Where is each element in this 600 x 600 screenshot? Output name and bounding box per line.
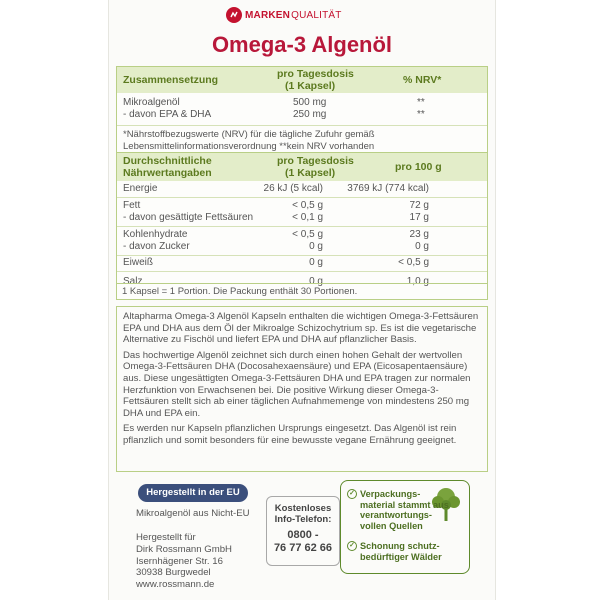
nutrition-header-dose: pro Tagesdosis (277, 155, 354, 167)
nutrition-header-label-1: Durchschnittliche (123, 155, 212, 167)
address-line: Dirk Rossmann GmbH (136, 543, 232, 555)
nutrition-header-100g: pro 100 g (395, 161, 442, 173)
nutrition-header-label-2: Nährwertangaben (123, 167, 212, 179)
description-paragraph: Es werden nur Kapseln pflanzlichen Ursprungs eingesetzt. Das Algenöl ist rein pflanzlich und somit besonders für eine bewusste vegane Ernährung geeignet. (123, 423, 457, 446)
nutrition-row-100g: 3769 kJ (774 kcal) (347, 183, 429, 194)
nutrition-row-sugar (117, 241, 487, 253)
manufacturer-address (136, 532, 232, 591)
product-title: Omega-3 Algenöl (211, 32, 393, 57)
nutrition-row-100g: 23 g (409, 229, 429, 240)
nutrition-row-dose: 26 kJ (5 kcal) (263, 183, 323, 194)
eco-text: vollen Quellen (360, 520, 423, 531)
nutrition-row-carbs (117, 229, 487, 241)
nrv-note-1: *Nährstoffbezugswerte (NRV) für die tägliche Zufuhr gemäß (123, 129, 375, 140)
nutrition-row-100g: 1,0 g (406, 276, 429, 287)
composition-row (117, 97, 487, 109)
website-text: www.rossmann.de (136, 579, 215, 591)
nutrition-row-100g: 17 g (409, 212, 429, 223)
nutrition-row-100g: 72 g (409, 200, 429, 211)
brand-bold: MARKEN (245, 9, 291, 21)
composition-header (117, 67, 487, 93)
composition-row-dose: 250 mg (293, 109, 327, 120)
nutrition-divider (116, 283, 488, 284)
nutrition-row-fat (117, 200, 487, 212)
description-paragraph: Altapharma Omega-3 Algenöl Kapseln enthalten die wichtigen Omega-3-Fettsäuren EPA und DHA aus dem Öl der Mikroalge Schizochytrium sp. Es ist die vegetarische Alternative zu Fischöl und liefert EPA und DHA auf pflanzlicher Basis. (123, 311, 479, 346)
eco-item-forests (347, 541, 442, 562)
nutrition-row-saturated (117, 212, 487, 224)
composition-row-nrv: ** (417, 109, 425, 120)
nutrition-row-name: Energie (123, 183, 158, 194)
eco-item-packaging (347, 489, 449, 531)
address-line: Hergestellt für (136, 532, 196, 543)
eu-badge: Hergestellt in der EU (138, 484, 248, 502)
composition-header-dose: pro Tagesdosis (277, 68, 354, 80)
hotline-label: Kostenloses (274, 503, 332, 514)
nutrition-row-dose: 0 g (309, 241, 323, 252)
eco-text: Verpackungs- (360, 489, 421, 499)
product-description (116, 306, 488, 472)
nutrition-row-name: Kohlenhydrate (123, 229, 188, 240)
check-icon: ✓ (347, 489, 357, 499)
nutrition-row-100g: < 0,5 g (398, 257, 429, 268)
address-line: 30938 Burgwedel (136, 567, 211, 579)
eco-seal (340, 480, 470, 574)
check-icon: ✓ (347, 541, 357, 551)
nutrition-row-energy (117, 183, 487, 195)
nutrition-row-dose: < 0,5 g (292, 200, 323, 211)
composition-row-nrv: ** (417, 97, 425, 108)
hotline-label: Info-Telefon: (274, 514, 332, 525)
composition-header-label: Zusammensetzung (123, 74, 219, 86)
nutrition-row-protein (117, 257, 487, 269)
eco-text: bedürftiger Wälder (360, 551, 442, 562)
eco-text: Schonung schutz- (360, 541, 440, 551)
nutrition-row-name: - davon Zucker (123, 241, 190, 252)
brand-light: QUALITÄT (291, 9, 342, 21)
nutrition-row-dose: < 0,5 g (292, 229, 323, 240)
nutrition-row-name: Salz (123, 276, 143, 287)
hotline-number: 0800 - (287, 529, 319, 541)
nutrition-row-name: Fett (123, 200, 141, 211)
composition-row-dose: 500 mg (293, 97, 327, 108)
hotline-box (266, 496, 340, 566)
brand-seal (226, 6, 376, 24)
nutrition-table (116, 152, 488, 300)
eco-text: material stammt aus (360, 499, 449, 510)
nutrition-row-name: Eiweiß (123, 257, 154, 268)
origin-note: Mikroalgenöl aus Nicht-EU (136, 508, 250, 519)
nrv-note-2: Lebensmittelinformationsverordnung **kein NRV vorhanden (123, 141, 375, 152)
nutrition-header (117, 153, 487, 181)
nutrition-header-dose-sub: (1 Kapsel) (285, 167, 336, 179)
nutrition-row-dose: 0 g (309, 257, 323, 268)
address-line: Isernhägener Str. 16 (136, 555, 223, 567)
composition-row-name: - davon EPA & DHA (123, 109, 212, 120)
nutrition-row-dose: < 0,1 g (292, 212, 323, 223)
hotline-number: 76 77 62 66 (273, 542, 333, 554)
description-paragraph: Das hochwertige Algenöl zeichnet sich durch einen hohen Gehalt der wertvollen Omega-3-Fettsäuren DHA (Docosahexaensäure) und EPA (Eicosapentaensäure) aus. Diese ungesättigten Omega-3-Fettsäuren DHA und EPA tragen zur normalen Herzfunktion von Erwachsenen bei. Die positive Wirkung dieser Omega-3-Fettsäuren stellt sich ab einer täglichen Aufnahmemenge von mindestens 250 mg DHA und EPA ein. (123, 349, 471, 419)
composition-row-name: Mikroalgenöl (123, 97, 180, 108)
composition-row (117, 109, 487, 121)
brand-logo-icon (226, 7, 242, 23)
composition-header-nrv: % NRV* (403, 74, 442, 86)
nutrition-row-dose: 0 g (309, 276, 323, 287)
portion-footnote: 1 Kapsel = 1 Portion. Die Packung enthält 30 Portionen. (122, 286, 358, 297)
nutrition-row-name: - davon gesättigte Fettsäuren (123, 212, 254, 223)
composition-header-dose-sub: (1 Kapsel) (285, 80, 336, 92)
nutrition-row-100g: 0 g (415, 241, 429, 252)
eco-text: verantwortungs- (360, 510, 432, 520)
